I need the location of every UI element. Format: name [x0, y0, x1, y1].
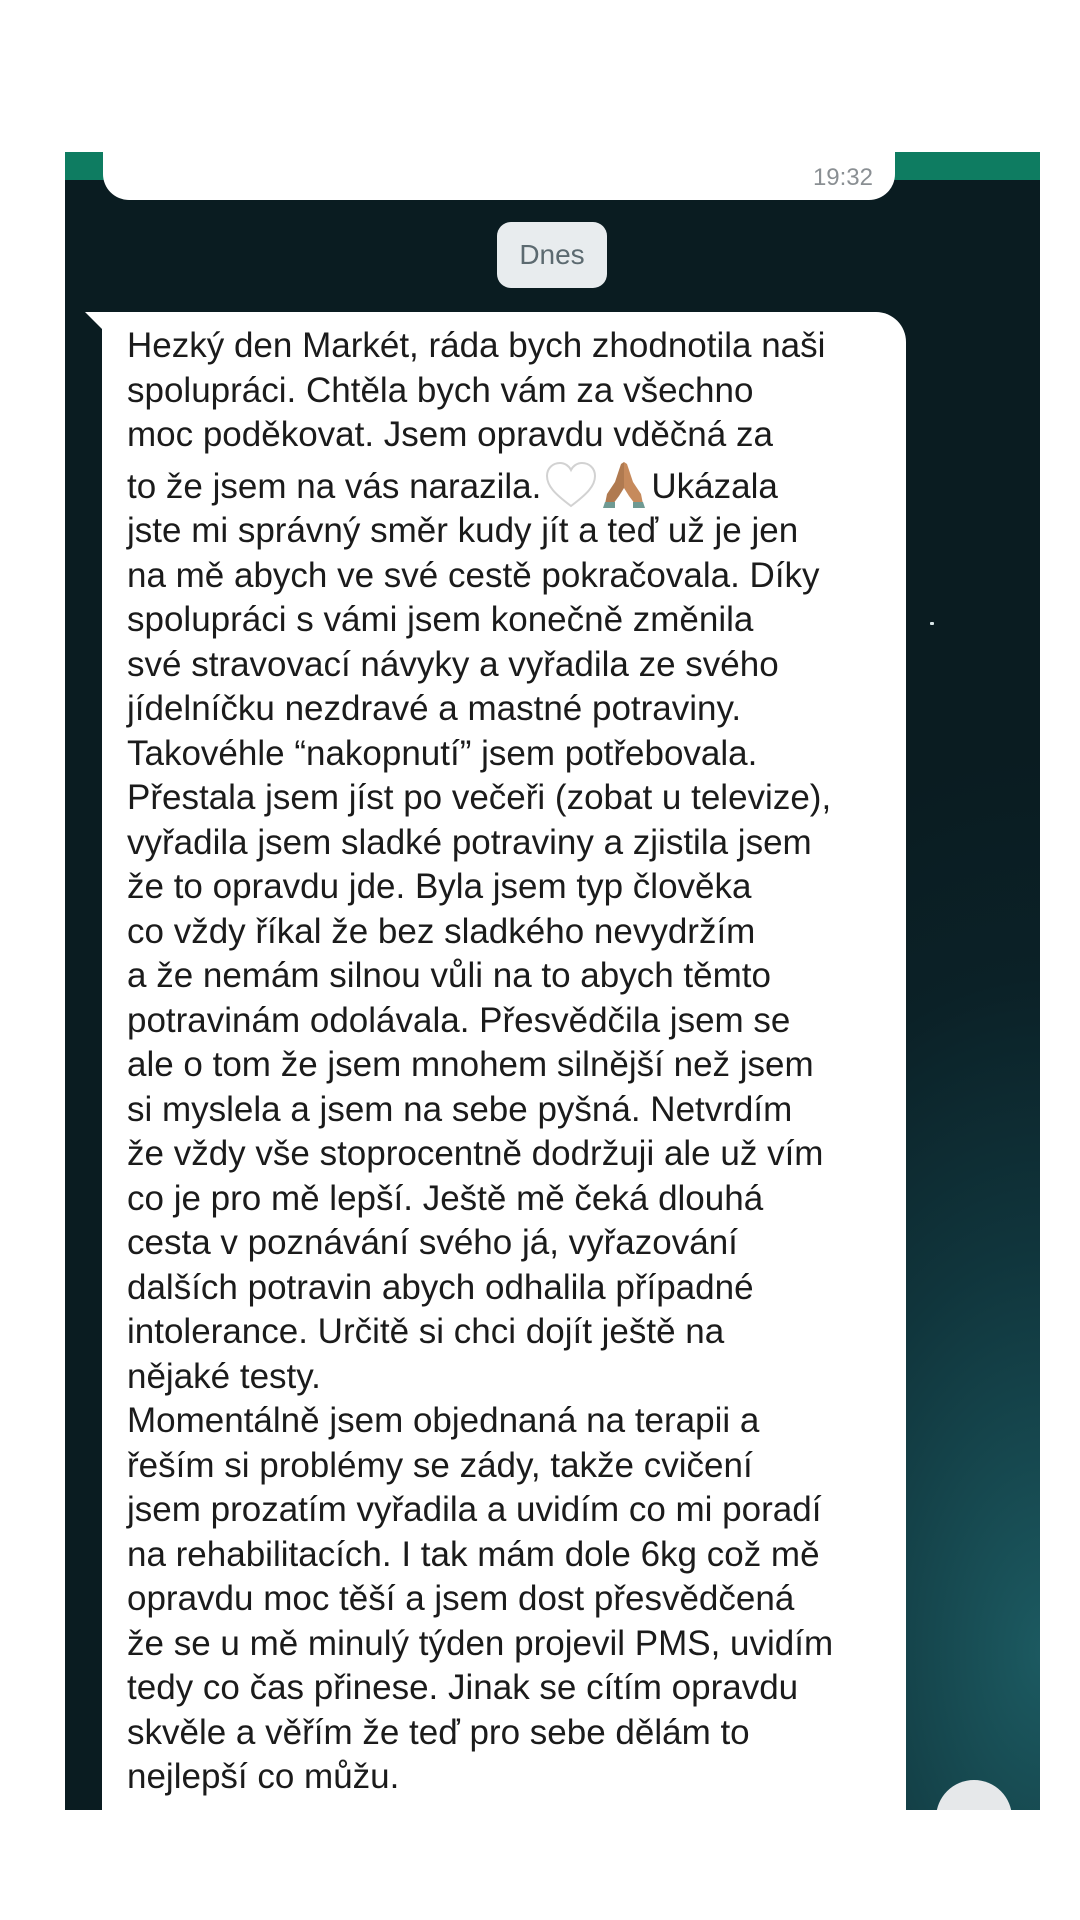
white-heart-icon: [545, 462, 597, 508]
message-text-part2: Ukázala jste mi správný směr kudy jít a teď už je jen na mě abych ve své cestě pokračovala. Díky spolupráci s vámi jsem konečně změnila své stravovací návyky a vyřadila ze svého jídelníčku nezdravé a mastné potraviny. Takovéhle “nakopnutí” jsem potřebovala. Přestala jsem jíst po večeři (zobat u televize), vyřadila jsem sladké potraviny a zjistila jsem že to opravdu jde. Byla jsem typ člověka co vždy říkal že bez sladkého nevydržím a že nemám silnou vůli na to abych těmto potravinám odolávala. Přesvědčila jsem se ale o tom že jsem mnohem silnější než jsem si myslela a jsem na sebe pyšná. Netvrdím že vždy vše stoprocentně dodržuji ale už vím co je pro mě lepší. Ještě mě čeká dlouhá cesta v poznávání svého já, vyřazování dalších potravin abych odhalila případné intolerance. Určitě si chci dojít ještě na nějaké testy. Momentálně jsem objednaná na terapii a řeším si problémy se zády, takže cvičení jsem prozatím vyřadila a uvidím co mi poradí na rehabilitacích. I tak mám dole 6kg což mě opravdu moc těší a jsem dost přesvědčená že se u mě minulý týden projevil PMS, uvidím tedy co čas přinese. Jinak se cítím opravdu skvěle a věřím že teď pro sebe dělám to nejlepší co můžu.: [127, 466, 834, 1796]
previous-message-bubble[interactable]: [103, 152, 895, 200]
message-text[interactable]: [127, 324, 917, 1800]
background-speck: [930, 622, 934, 625]
previous-message-time: 19:32: [812, 164, 873, 191]
message-text-part1: Hezký den Markét, ráda bych zhodnotila naši spolupráci. Chtěla bych vám za všechno moc poděkovat. Jsem opravdu vděčná za to že jsem na vás narazila.: [127, 326, 826, 506]
folded-hands-icon: [601, 458, 647, 508]
chat-screen: [65, 152, 1040, 1810]
date-separator: Dnes: [497, 222, 607, 288]
scroll-down-button[interactable]: [936, 1780, 1012, 1810]
